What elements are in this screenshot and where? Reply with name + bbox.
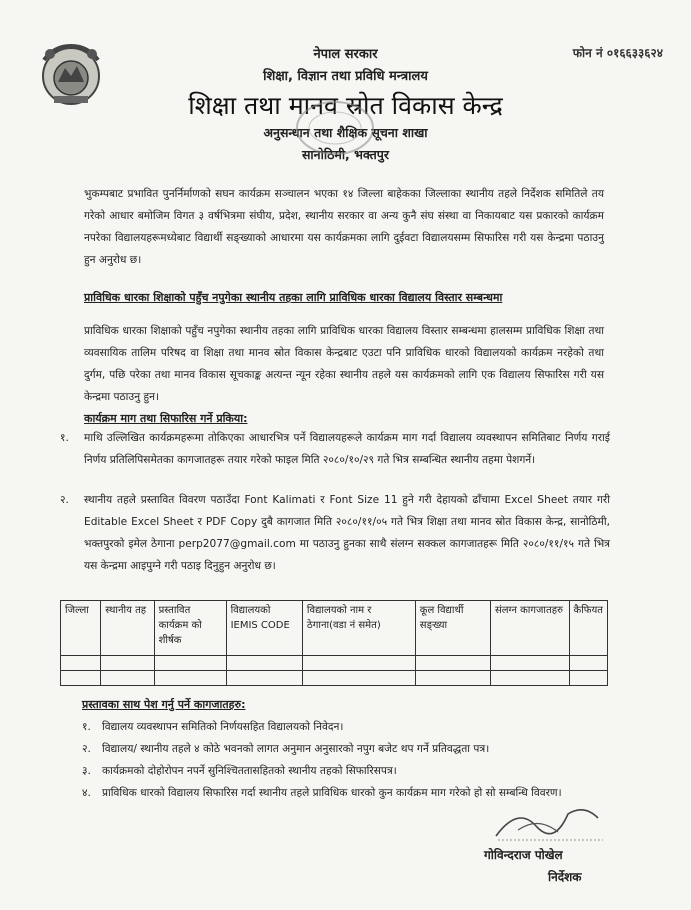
list-item xyxy=(82,716,612,738)
table-cell xyxy=(101,671,154,686)
office-address: सानोठिमी, भक्तपुर xyxy=(301,147,389,162)
table-header-row xyxy=(61,601,608,656)
table-cell xyxy=(61,671,101,686)
item-number: २. xyxy=(60,494,69,506)
item-number: १. xyxy=(60,432,69,444)
item-text: विद्यालय/ स्थानीय तहले ४ कोठे भवनको लागत अनुमान अनुसारको नपुग बजेट थप गर्ने प्रतिवद्धता पत्र। xyxy=(102,743,490,755)
process-item xyxy=(60,489,610,577)
item-number: ४. xyxy=(82,787,91,799)
column-header: संलग्न कागजातहरु xyxy=(491,601,570,656)
list-item xyxy=(82,738,612,760)
table-cell xyxy=(154,656,226,671)
table-cell xyxy=(154,671,226,686)
proposal-format-table xyxy=(60,600,608,686)
table-cell xyxy=(226,656,302,671)
table-cell xyxy=(302,671,415,686)
letter-subject: प्राविधिक धारका शिक्षाको पहुँच नपुगेका स्थानीय तहका लागि प्राविधिक धारका विद्यालय विस्तार सम्बन्धमा xyxy=(84,291,503,304)
item-number: ३. xyxy=(82,765,91,777)
phone-number: फोन नं ०१६६३३६२४ xyxy=(572,46,663,60)
center-name: शिक्षा तथा मानव स्रोत विकास केन्द्र xyxy=(188,91,503,120)
table-row xyxy=(61,671,608,686)
process-heading: कार्यक्रम माग तथा सिफारिस गर्ने प्रकिया: xyxy=(84,412,248,425)
table-cell xyxy=(491,656,570,671)
table-cell xyxy=(491,671,570,686)
ministry-name: शिक्षा, विज्ञान तथा प्रविधि मन्त्रालय xyxy=(263,69,428,84)
handwritten-signature xyxy=(488,796,608,846)
process-item xyxy=(60,427,610,471)
item-text: माथि उल्लिखित कार्यक्रमहरूमा तोकिएका आधारभित्र पर्ने विद्यालयहरूले कार्यक्रम माग गर्दा विद्यालय व्यवस्थापन समितिबाट निर्णय गराई निर्णय प्रतिलिपिसमेतका कागजातहरू तयार गरेको फाइल मिति २०८०/१०/२९ गते भित्र सम्बन्धित स्थानीय तहमा पेशगर्ने। xyxy=(84,432,610,466)
item-number: २. xyxy=(82,743,91,755)
subject-paragraph: प्राविधिक धारका शिक्षाको पहुँच नपुगेका स्थानीय तहका लागि प्राविधिक धारका विद्यालय विस्तार सम्बन्धमा हालसम्म प्राविधिक शिक्षा तथा व्यवसायिक तालिम परिषद वा शिक्षा तथा मानव स्रोत विकास केन्द्रबाट एउटा पनि प्राविधिक धारको विद्यालयको कार्यक्रम नरहेको तथा दुर्गम, पछि परेका तथा मानव विकास सूचकाङ्क अत्यन्त न्यून रहेका स्थानीय तहले यस कार्यक्रमको लागि एक विद्यालय सिफारिस गरी यस केन्द्रमा पठाउनु हुन। xyxy=(84,325,604,403)
table-cell xyxy=(415,671,490,686)
table-cell xyxy=(415,656,490,671)
table-cell xyxy=(61,656,101,671)
item-number: १. xyxy=(82,721,91,733)
list-item xyxy=(82,760,612,782)
table-cell xyxy=(569,671,607,686)
column-header: जिल्ला xyxy=(61,601,101,656)
column-header: विद्यालयको IEMIS CODE xyxy=(226,601,302,656)
signatory-designation: निर्देशक xyxy=(548,870,582,884)
government-name: नेपाल सरकार xyxy=(313,47,378,62)
item-text: कार्यक्रमको दोहोरोपन नपर्ने सुनिश्चिततासहितको स्थानीय तहको सिफारिसपत्र। xyxy=(102,765,397,777)
documents-heading: प्रस्तावका साथ पेश गर्नु पर्ने कागजातहरु: xyxy=(82,698,246,711)
table-cell xyxy=(226,671,302,686)
column-header: प्रस्तावित कार्यक्रम को शीर्षक xyxy=(154,601,226,656)
table-cell xyxy=(569,656,607,671)
item-text: विद्यालय व्यवस्थापन समितिको निर्णयसहित विद्यालयको निवेदन। xyxy=(102,721,344,733)
item-text: स्थानीय तहले प्रस्तावित विवरण पठाउँदा Font Kalimati र Font Size 11 हुने गरी देहायको ढाँचामा Excel Sheet तयार गरी Editable Excel Sheet र PDF Copy दुबै कागजात मिति २०८०/११/०५ गते भित्र शिक्षा तथा मानव स्रोत विकास केन्द्र, सानोठिमी, भक्तपुरको इमेल ठेगाना perp2077@gmail.com मा पठाउनु हुनका साथै संलग्न सक्कल कागजातहरू मिति २०८०/११/१५ गते भित्र यस केन्द्रमा आइपुग्ने गरी पठाइ दिनुहुन अनुरोध छ। xyxy=(84,494,610,572)
table-row xyxy=(61,656,608,671)
item-text: प्राविधिक धारको विद्यालय सिफारिस गर्दा स्थानीय तहले प्राविधिक धारको कुन कार्यक्रम माग गरेको हो सो सम्बन्धि विवरण। xyxy=(102,787,562,799)
table-cell xyxy=(101,656,154,671)
column-header: स्थानीय तह xyxy=(101,601,154,656)
column-header: कूल विद्यार्थी सङ्ख्या xyxy=(415,601,490,656)
office-stamp xyxy=(292,97,378,159)
intro-paragraph: भुकम्पबाट प्रभावित पुनर्निर्माणको सघन कार्यक्रम सञ्चालन भएका १४ जिल्ला बाहेकका जिल्लाका स्थानीय तहले निर्देशक समितिले तय गरेको आधार बमोजिम विगत ३ वर्षभित्रमा संघीय, प्रदेश, स्थानीय सरकार वा अन्य कुनै संघ संस्था वा निकायबाट यस प्रकारको कार्यक्रम नपरेका विद्यालयहरूमध्येबाट विद्यार्थी सङ्ख्याको आधारमा यस कार्यक्रमका लागि दुईवटा विद्यालयसम्म सिफारिस गरी यस केन्द्रमा पठाउनु हुन अनुरोध छ। xyxy=(84,188,604,266)
table-cell xyxy=(302,656,415,671)
column-header: कैफियत xyxy=(569,601,607,656)
section-name: अनुसन्धान तथा शैक्षिक सूचना शाखा xyxy=(263,125,428,140)
documents-list xyxy=(82,716,612,804)
signatory-name: गोविन्दराज पोखेल xyxy=(484,848,563,862)
column-header: विद्यालयको नाम र ठेगाना(वडा नं समेत) xyxy=(302,601,415,656)
